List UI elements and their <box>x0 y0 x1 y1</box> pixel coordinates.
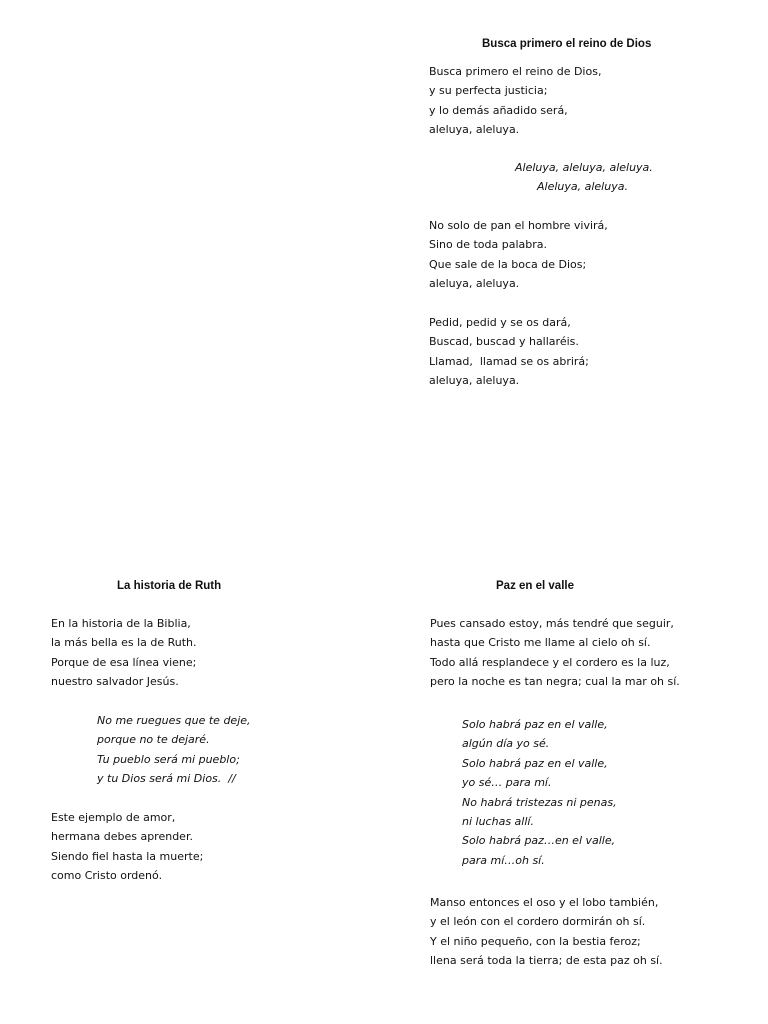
lyric-line: y el león con el cordero dormirán oh sí. <box>430 915 646 929</box>
lyric-line: No solo de pan el hombre vivirá, <box>429 219 608 232</box>
lyric-line: la más bella es la de Ruth. <box>51 636 197 650</box>
lyric-line: como Cristo ordenó. <box>51 869 163 883</box>
song-title: La historia de Ruth <box>117 580 222 592</box>
verse-3 <box>429 313 589 391</box>
lyric-line: Buscad, buscad y hallaréis. <box>429 335 579 349</box>
lyric-line: Llamad, llamad se os abrirá; <box>429 354 589 368</box>
lyric-line: aleluya, aleluya. <box>429 123 520 137</box>
lyric-line: nuestro salvador Jesús. <box>51 675 179 689</box>
chorus-line: Aleluya, aleluya. <box>537 180 628 194</box>
chorus-line: Solo habrá paz…en el valle, <box>462 834 616 848</box>
lyric-line: y su perfecta justicia; <box>429 84 548 98</box>
chorus-line: Solo habrá paz en el valle, <box>462 756 608 770</box>
chorus <box>97 711 251 789</box>
verse-1 <box>430 614 680 692</box>
lyric-line: Siendo fiel hasta la muerte; <box>51 849 204 863</box>
lyric-line: Que sale de la boca de Dios; <box>429 257 587 271</box>
song-title: Paz en el valle <box>496 580 574 592</box>
chorus-line: No me ruegues que te deje, <box>97 714 251 727</box>
chorus-line: y tu Dios será mi Dios. // <box>97 772 236 786</box>
lyric-line: y lo demás añadido será, <box>429 103 568 117</box>
lyric-line: hermana debes aprender. <box>51 830 193 844</box>
chorus-line: Aleluya, aleluya, aleluya. <box>515 161 653 174</box>
lyric-line: aleluya, aleluya. <box>429 277 520 291</box>
lyric-line: hasta que Cristo me llame al cielo oh sí. <box>430 636 651 650</box>
lyric-line: Porque de esa línea viene; <box>51 655 197 669</box>
lyric-line: Sino de toda palabra. <box>429 238 548 252</box>
verse-2 <box>430 893 663 971</box>
lyric-line: Este ejemplo de amor, <box>51 811 176 824</box>
lyric-line: Manso entonces el oso y el lobo también, <box>430 896 659 909</box>
chorus-line: No habrá tristezas ni penas, <box>462 795 617 809</box>
lyric-line: pero la noche es tan negra; cual la mar oh sí. <box>430 675 680 689</box>
chorus <box>462 715 617 870</box>
lyric-line: Busca primero el reino de Dios, <box>429 65 602 78</box>
lyric-line: Pues cansado estoy, más tendré que seguir, <box>430 617 674 630</box>
lyric-line: Pedid, pedid y se os dará, <box>429 316 571 329</box>
chorus-line: porque no te dejaré. <box>97 733 210 747</box>
lyric-line: Todo allá resplandece y el cordero es la luz, <box>430 655 670 669</box>
lyric-line: En la historia de la Biblia, <box>51 617 191 630</box>
song-title: Busca primero el reino de Dios <box>482 38 652 50</box>
chorus <box>428 158 728 197</box>
lyric-line: llena será toda la tierra; de esta paz oh sí. <box>430 954 663 968</box>
chorus-line: ni luchas allí. <box>462 815 534 829</box>
chorus-line: Solo habrá paz en el valle, <box>462 718 608 731</box>
chorus-line: algún día yo sé. <box>462 737 550 751</box>
chorus-line: Tu pueblo será mi pueblo; <box>97 752 240 766</box>
lyric-line: Y el niño pequeño, con la bestia feroz; <box>430 934 641 948</box>
verse-2 <box>51 808 203 886</box>
verse-2 <box>429 216 608 294</box>
verse-1 <box>51 614 197 692</box>
chorus-line: para mí…oh sí. <box>462 853 545 867</box>
lyric-line: aleluya, aleluya. <box>429 374 520 388</box>
chorus-line: yo sé… para mí. <box>462 776 552 790</box>
verse-1 <box>429 62 601 140</box>
